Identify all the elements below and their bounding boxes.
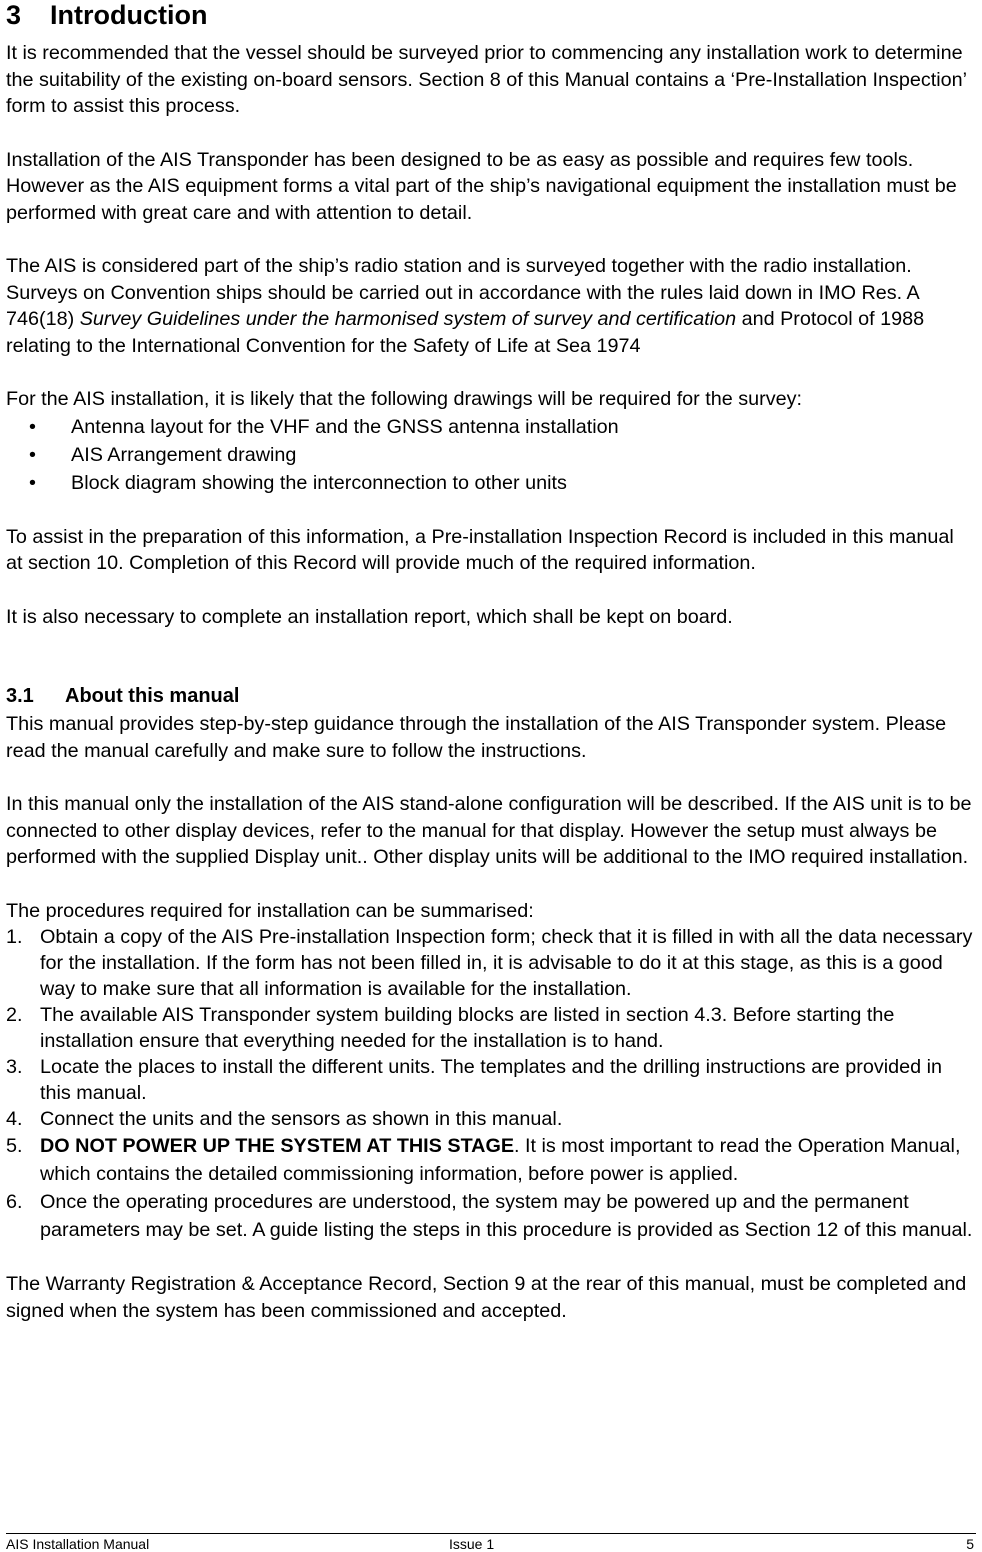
subsection-title: About this manual — [65, 685, 240, 707]
step-text: . It is most important to read the Operation Manual, which contains the detailed commissioning information, before power is applied. — [40, 1135, 961, 1185]
footer-page-number: 5 — [966, 1536, 974, 1552]
document-page — [6, 0, 974, 1324]
subsection-heading — [6, 684, 974, 708]
required-drawings-list — [6, 413, 974, 497]
list-item: • AIS Arrangement drawing — [6, 441, 974, 469]
step-number: 4. — [6, 1108, 23, 1130]
footer-issue: Issue 1 — [449, 1536, 495, 1552]
intro-paragraph-3 — [6, 253, 974, 359]
step-text: Obtain a copy of the AIS Pre-installation Inspection form; check that it is filled in with all the data necessary for the installation. If the form has not been filled in, it is advisable to do it at this stage, as this is a good way to make sure that all information is available for the installation. — [40, 926, 973, 1000]
list-item — [6, 1132, 974, 1188]
list-item: • Antenna layout for the VHF and the GNSS antenna installation — [6, 413, 974, 441]
step-number: 3. — [6, 1056, 23, 1078]
list-item — [6, 1188, 974, 1244]
footer-divider — [6, 1533, 976, 1534]
subsection-number: 3.1 — [6, 685, 34, 707]
intro-paragraph-3-start: The AIS is considered part of the ship’s radio station and is surveyed together with the radio installation. Surveys on Convention ships should be carried out in accordance with the rules laid down in IMO Res. A 746(18) — [6, 255, 919, 330]
step-number: 6. — [6, 1191, 23, 1213]
warranty-paragraph: The Warranty Registration & Acceptance Record, Section 9 at the rear of this manual, must be completed and signed when the system has been commissioned and accepted. — [6, 1273, 967, 1322]
survey-guidelines-title: Survey Guidelines under the harmonised system of survey and certification — [79, 308, 737, 330]
intro-paragraph-6: It is also necessary to complete an installation report, which shall be kept on board. — [6, 605, 733, 628]
intro-paragraph-5: To assist in the preparation of this information, a Pre-installation Inspection Record is included in this manual at section 10. Completion of this Record will provide much of the required information. — [6, 525, 954, 574]
intro-paragraph-2: Installation of the AIS Transponder has been designed to be as easy as possible and requires few tools. However as the AIS equipment forms a vital part of the ship’s navigational equipment the installation must be performed with great care and with attention to detail. — [6, 148, 957, 224]
intro-paragraph-4: For the AIS installation, it is likely that the following drawings will be required for the survey: — [6, 388, 803, 410]
list-item — [6, 924, 974, 1002]
step-text: The available AIS Transponder system building blocks are listed in section 4.3. Before starting the installation ensure that everything needed for the installation is to hand. — [40, 1004, 895, 1052]
step-number: 2. — [6, 1004, 23, 1026]
list-item: • Block diagram showing the interconnection to other units — [6, 469, 974, 497]
power-warning: DO NOT POWER UP THE SYSTEM AT THIS STAGE — [40, 1135, 515, 1157]
installation-steps-list — [6, 924, 974, 1244]
intro-paragraph-3-end: and Protocol of 1988 relating to the International Convention for the Safety of Life at Sea 1974 — [6, 308, 925, 357]
about-paragraph-2: In this manual only the installation of the AIS stand-alone configuration will be described. If the AIS unit is to be connected to other display devices, refer to the manual for that display. However the setup must always be performed with the supplied Display unit.. Other display units will be additional to the IMO required installation. — [6, 793, 972, 868]
section-title: Introduction — [50, 0, 208, 30]
step-number: 1. — [6, 926, 23, 948]
list-item — [6, 1106, 974, 1132]
section-heading — [6, 0, 974, 30]
intro-paragraph-1: It is recommended that the vessel should be surveyed prior to commencing any installation work to determine the suitability of the existing on-board sensors. Section 8 of this Manual contains a ‘Pre-Installation Inspection’ form to assist this process. — [6, 42, 967, 117]
list-item — [6, 1002, 974, 1054]
step-text: Once the operating procedures are understood, the system may be powered up and the permanent parameters may be set. A guide listing the steps in this procedure is provided as Section 12 of this manual. — [40, 1191, 973, 1241]
step-text: Locate the places to install the different units. The templates and the drilling instructions are provided in this manual. — [40, 1056, 943, 1104]
about-paragraph-1: This manual provides step-by-step guidance through the installation of the AIS Transponder system. Please read the manual carefully and make sure to follow the instructions. — [6, 713, 947, 762]
footer-manual-title: AIS Installation Manual — [6, 1536, 150, 1552]
step-number: 5. — [6, 1135, 23, 1157]
section-number: 3 — [6, 0, 22, 30]
about-paragraph-3: The procedures required for installation can be summarised: — [6, 899, 534, 922]
step-text: Connect the units and the sensors as shown in this manual. — [40, 1108, 563, 1130]
list-item — [6, 1054, 974, 1106]
